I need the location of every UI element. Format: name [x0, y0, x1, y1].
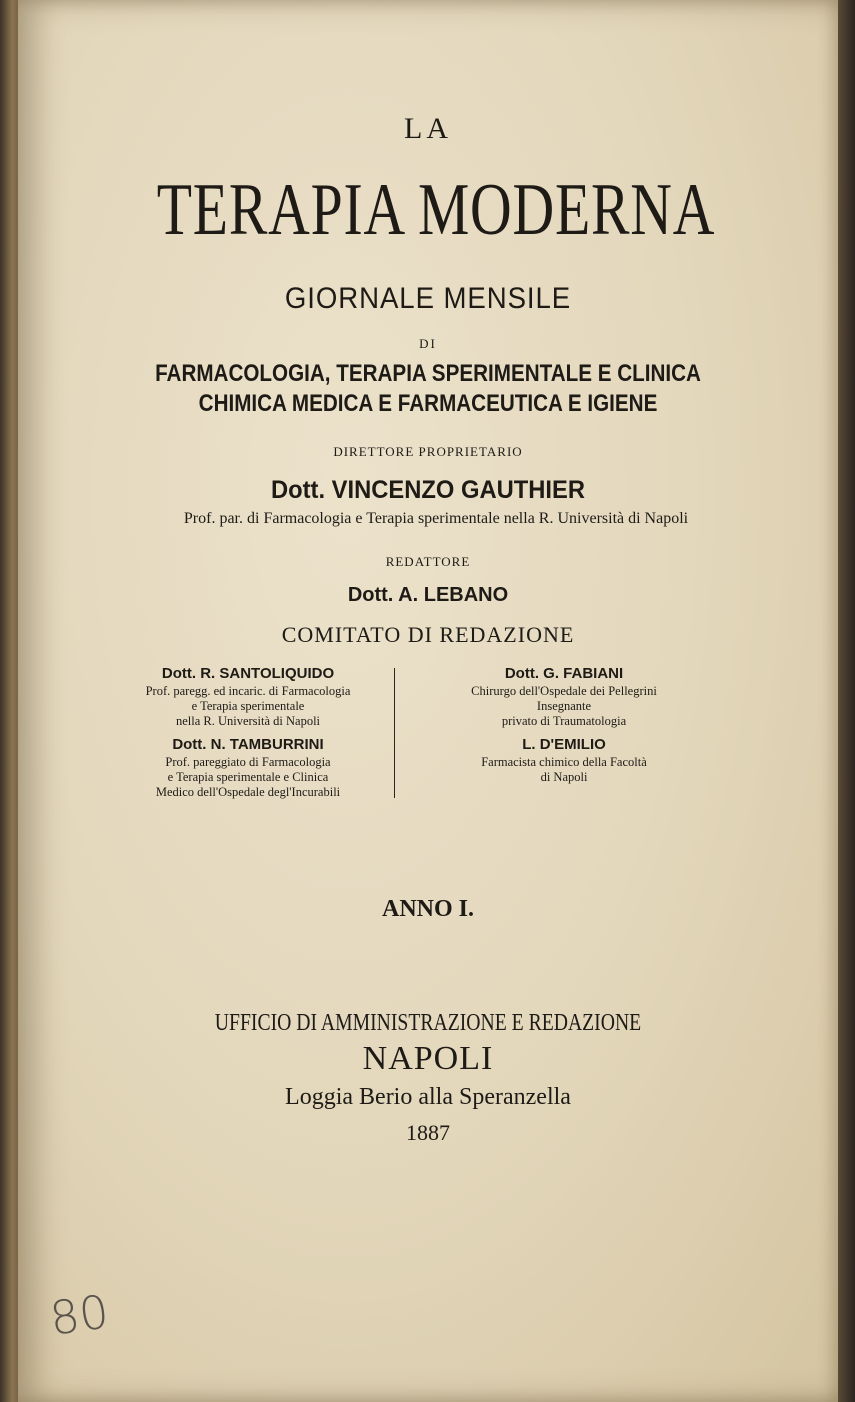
committee-member-desc: Farmacista chimico della Facoltà [481, 755, 647, 769]
committee-member-desc: e Terapia sperimentale e Clinica [167, 770, 329, 784]
committee-member-desc: privato di Traumatologia [501, 714, 627, 728]
director-name: Dott. VINCENZO GAUTHIER [270, 476, 586, 504]
committee-title: COMITATO DI REDAZIONE [281, 622, 575, 647]
committee-member-desc: nella R. Università di Napoli [175, 714, 321, 728]
imprint-city: NAPOLI [362, 1040, 494, 1077]
journal-title: TERAPIA MODERNA [156, 169, 716, 251]
committee-member-desc: Prof. paregg. ed incaric. di Farmacologia [145, 684, 351, 698]
subtitle-di: DI [419, 336, 437, 351]
imprint-office: UFFICIO DI AMMINISTRAZIONE E REDAZIONE [214, 1010, 642, 1036]
editor-name: Dott. A. LEBANO [347, 584, 509, 606]
subject-line-1: FARMACOLOGIA, TERAPIA SPERIMENTALE E CLINICA [155, 360, 701, 387]
title-article: LA [404, 112, 452, 145]
director-label: DIRETTORE PROPRIETARIO [333, 444, 523, 459]
committee-member-desc: e Terapia sperimentale [191, 699, 305, 713]
committee-member-name: Dott. G. FABIANI [504, 665, 624, 682]
editor-label: REDATTORE [385, 554, 471, 569]
director-description: Prof. par. di Farmacologia e Terapia sperimentale nella R. Università di Napoli [183, 510, 689, 527]
committee-right-column [414, 664, 714, 785]
volume-number: ANNO I. [381, 896, 474, 922]
committee-member-desc: Insegnante [536, 699, 592, 713]
committee-member-desc: di Napoli [540, 770, 588, 784]
committee-member-name: Dott. N. TAMBURRINI [172, 736, 324, 753]
committee-member-name: Dott. R. SANTOLIQUIDO [161, 665, 335, 682]
committee-left-column [98, 664, 398, 800]
committee-member-desc: Medico dell'Ospedale degl'Incurabili [155, 785, 341, 799]
committee-member-name: L. D'EMILIO [522, 736, 606, 753]
title-page [18, 0, 838, 1402]
committee-member-desc: Prof. pareggiato di Farmacologia [165, 755, 331, 769]
imprint-year: 1887 [406, 1120, 450, 1145]
pencil-annotation: 80 [46, 1284, 113, 1346]
column-divider [394, 668, 395, 798]
committee-member-desc: Chirurgo dell'Ospedale dei Pellegrini [471, 684, 657, 698]
subject-line-2: CHIMICA MEDICA E FARMACEUTICA E IGIENE [198, 390, 658, 417]
page-edge-shadow [838, 0, 855, 1402]
journal-subtitle: GIORNALE MENSILE [284, 282, 572, 315]
imprint-address: Loggia Berio alla Speranzella [285, 1084, 571, 1110]
